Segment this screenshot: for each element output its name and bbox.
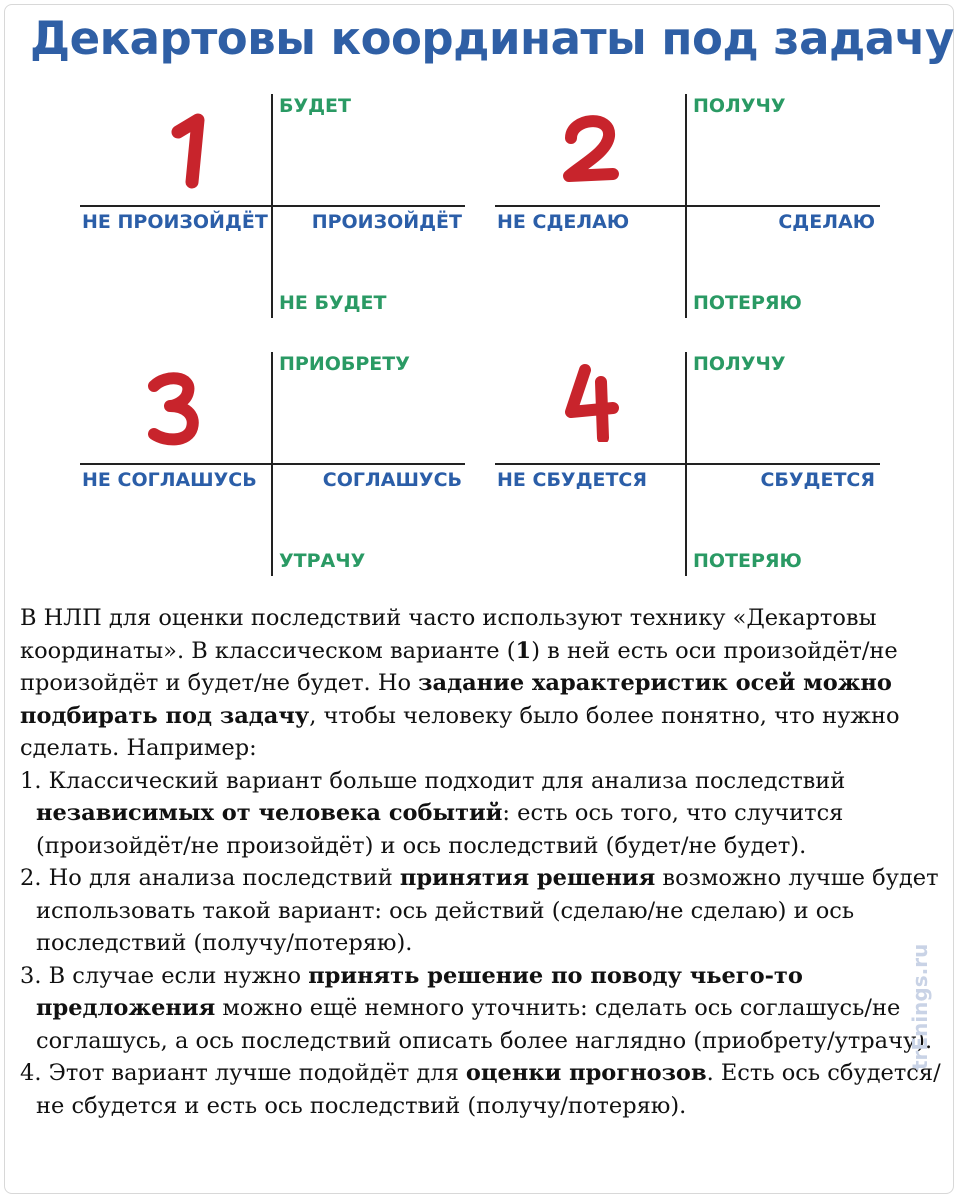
item-text: можно ещё немного уточнить: сделать ось соглашусь/не соглашусь, а ось последствий описать более наглядно (приобрету/утрачу). [36,995,933,1054]
examples-list [20,765,942,1123]
axis-label-right: СБУДЕТСЯ [760,469,875,491]
horizontal-axis [495,205,880,207]
number-2 [561,108,621,188]
intro-text-1: В НЛП для оценки последствий часто используют технику «Декартовы координаты». В классическом варианте ( [20,605,877,664]
list-item [20,862,942,960]
list-item [20,960,942,1058]
axis-label-top: ПОЛУЧУ [693,353,786,375]
horizontal-axis [80,463,465,465]
item-bold: принять решение по поводу чьего-то предложения [36,962,803,1021]
item-bold: принятия решения [399,865,656,891]
number-4 [561,362,621,442]
body-text [20,602,942,1122]
page-title: Декартовы координаты под задачу [30,12,954,65]
axis-label-top: БУДЕТ [279,95,351,117]
axis-label-right: СОГЛАШУСЬ [322,469,462,491]
watermark: trEnings.ru [908,943,932,1070]
list-item [20,765,942,863]
item-text: возможно лучше будет использовать такой вариант: ось действий (сделаю/не сделаю) и ось последствий (получу/потеряю). [36,865,939,956]
item-text: Классический вариант больше подходит для анализа последствий [48,767,846,794]
axis-label-bottom: ПОТЕРЯЮ [693,292,802,314]
intro-ref: 1 [515,637,532,664]
item-text: Этот вариант лучше подойдёт для [48,1060,466,1086]
item-text: Но для анализа последствий [48,865,400,891]
axis-label-left: НЕ ПРОИЗОЙДЁТ [82,211,268,233]
diagram-4 [495,352,880,576]
axis-label-right: СДЕЛАЮ [778,211,875,233]
number-1 [160,110,230,190]
item-text: . Есть ось сбудется/не сбудется и есть ось последствий (получу/потеряю). [36,1060,941,1119]
item-bold: независимых от человека событий [36,800,503,826]
axis-label-right: ПРОИЗОЙДЁТ [311,211,462,233]
diagram-1 [80,94,465,318]
intro-text-2: ) в ней есть оси произойдёт/не произойдёт и будет/не будет. Но [20,637,898,696]
item-bold: оценки прогнозов [465,1060,707,1086]
diagram-3 [80,352,465,576]
axis-label-bottom: УТРАЧУ [279,550,366,572]
axis-label-left: НЕ СОГЛАШУСЬ [82,469,257,491]
item-number: 1. [20,767,42,794]
item-text: : есть ось того, что случится (произойдёт/не произойдёт) и ось последствий (будет/не будет). [36,800,844,859]
list-item [20,1057,942,1122]
intro-text-3: , чтобы человеку было более понятно, что нужно сделать. Например: [20,702,900,761]
item-number: 4. [20,1060,42,1086]
intro-paragraph [20,602,942,765]
diagram-2 [495,94,880,318]
number-3 [144,368,204,448]
axis-label-bottom: ПОТЕРЯЮ [693,550,802,572]
axis-label-left: НЕ СБУДЕТСЯ [497,469,648,491]
intro-bold: задание характеристик осей можно подбирать под задачу [20,670,892,729]
axis-label-top: ПРИОБРЕТУ [279,353,410,375]
axis-label-bottom: НЕ БУДЕТ [279,292,387,314]
item-text: В случае если нужно [48,962,309,989]
axis-label-left: НЕ СДЕЛАЮ [497,211,630,233]
horizontal-axis [495,463,880,465]
axis-label-top: ПОЛУЧУ [693,95,786,117]
item-number: 2. [20,865,42,891]
item-number: 3. [20,962,42,989]
horizontal-axis [80,205,465,207]
